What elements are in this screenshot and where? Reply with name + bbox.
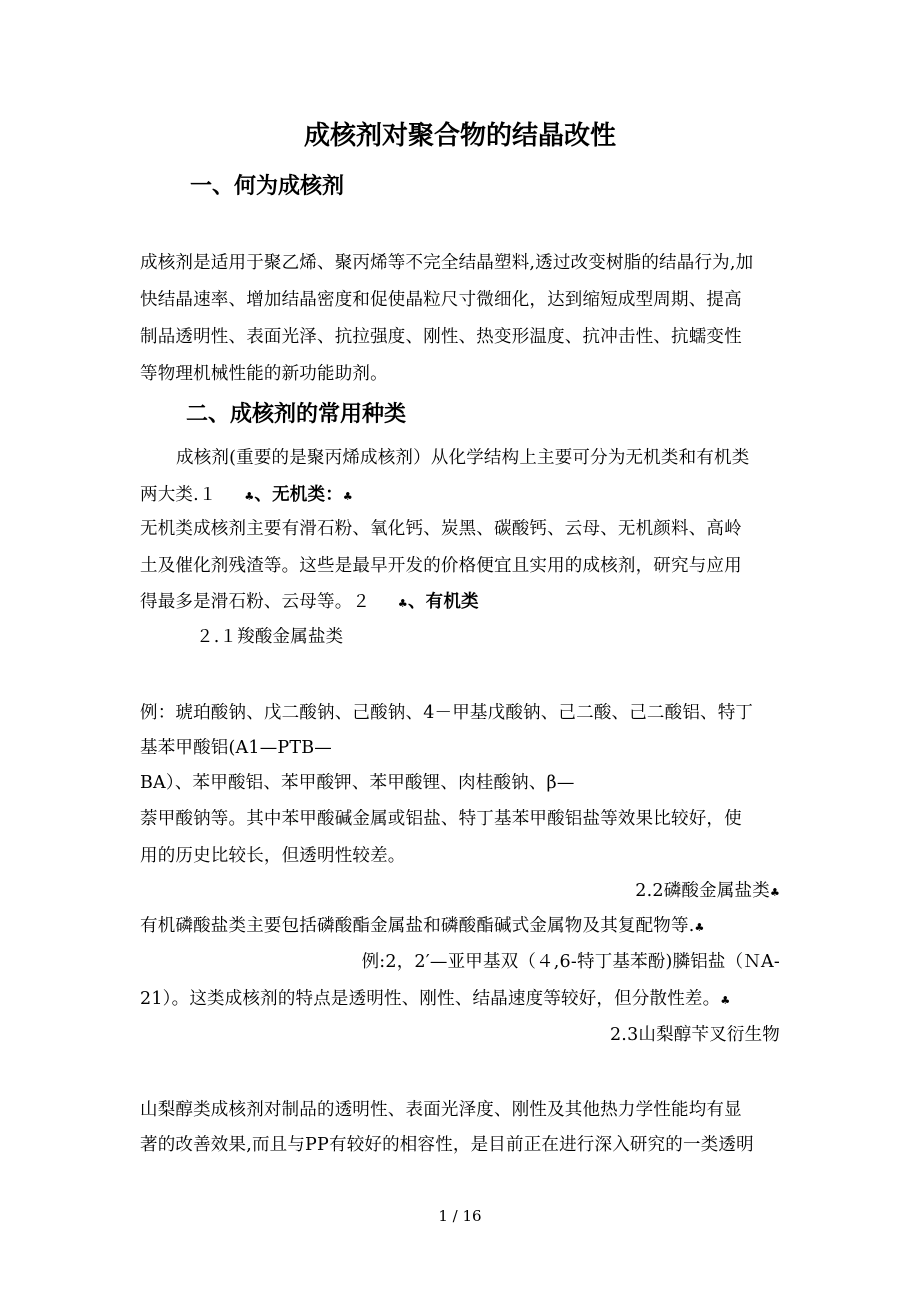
organic-subheading: 、有机类 — [407, 592, 479, 612]
paragraph-line: 快结晶速率、增加结晶密度和促使晶粒尺寸微细化，达到缩短成型周期、提高 — [140, 290, 742, 310]
paragraph-line: 著的改善效果,而且与PP有较好的相容性，是目前正在进行深入研究的一类透明 — [140, 1135, 754, 1155]
club-mark-icon: ♣ — [397, 597, 408, 610]
inorganic-subheading: 、无机类： — [254, 485, 343, 505]
club-mark-icon: ♣ — [694, 921, 705, 934]
inline-text: 有机磷酸盐类主要包括磷酸酯金属盐和磷酸酯碱式金属物及其复配物等. — [140, 916, 695, 936]
paragraph-line: 萘甲酸钠等。其中苯甲酸碱金属或铝盐、特丁基苯甲酸铝盐等效果比较好，使 — [140, 809, 742, 829]
paragraph-line: 用的历史比较长，但透明性较差。 — [140, 846, 406, 866]
subsection-2-3-title: 2.3山梨醇苄叉衍生物 — [609, 1025, 780, 1045]
paragraph-line — [140, 589, 479, 617]
example-line: 例:2，2′—亚甲基双（４,6-特丁基苯酚)膦铝盐（ＮA- — [361, 952, 780, 972]
paragraph-line — [140, 482, 353, 510]
paragraph-line: 基苯甲酸铝(A1—PTB— — [140, 738, 333, 758]
paragraph-line — [140, 913, 705, 941]
paragraph-line: 成核剂(重要的是聚丙烯成核剂）从化学结构上主要可分为无机类和有机类 — [176, 448, 750, 468]
club-mark-icon: ♣ — [244, 490, 255, 503]
page-number: 1 / 16 — [438, 1207, 482, 1225]
subsection-2-1-title: ２.１羧酸金属盐类 — [196, 627, 344, 647]
paragraph-line: 例：琥珀酸钠、戊二酸钠、己酸钠、4－甲基戊酸钠、己二酸、己二酸铝、特丁 — [140, 703, 754, 723]
paragraph-line: 山梨醇类成核剂对制品的透明性、表面光泽度、刚性及其他热力学性能均有显 — [140, 1100, 742, 1120]
inline-text: 得最多是滑石粉、云母等。２ — [140, 592, 376, 612]
inline-text: 两大类.１ — [140, 485, 223, 505]
inline-text: 21）。这类成核剂的特点是透明性、刚性、结晶速度等较好，但分散性差。 — [140, 989, 721, 1009]
paragraph-line: 无机类成核剂主要有滑石粉、氧化钙、炭黑、碳酸钙、云母、无机颜料、高岭 — [140, 519, 742, 539]
inline-text: 2.2磷酸金属盐类 — [635, 881, 770, 901]
subsection-2-2-title — [635, 878, 780, 906]
document-title: 成核剂对聚合物的结晶改性 — [303, 121, 616, 151]
paragraph-line: 土及催化剂残渣等。这些是最早开发的价格便宜且实用的成核剂，研究与应用 — [140, 556, 742, 576]
section-2-heading: 二、成核剂的常用种类 — [186, 401, 407, 427]
section-1-heading: 一、何为成核剂 — [190, 173, 345, 199]
club-mark-icon: ♣ — [342, 490, 353, 503]
club-mark-icon: ♣ — [769, 886, 780, 899]
club-mark-icon: ♣ — [720, 994, 731, 1007]
paragraph-line — [140, 986, 730, 1014]
paragraph-line: 制品透明性、表面光泽、抗拉强度、刚性、热变形温度、抗冲击性、抗蠕变性 — [140, 327, 742, 347]
paragraph-line: 成核剂是适用于聚乙烯、聚丙烯等不完全结晶塑料,透过改变树脂的结晶行为,加 — [140, 253, 754, 273]
paragraph-line: BA）、苯甲酸铝、苯甲酸钾、苯甲酸锂、肉桂酸钠、β— — [140, 773, 575, 793]
paragraph-line: 等物理机械性能的新功能助剂。 — [140, 364, 388, 384]
